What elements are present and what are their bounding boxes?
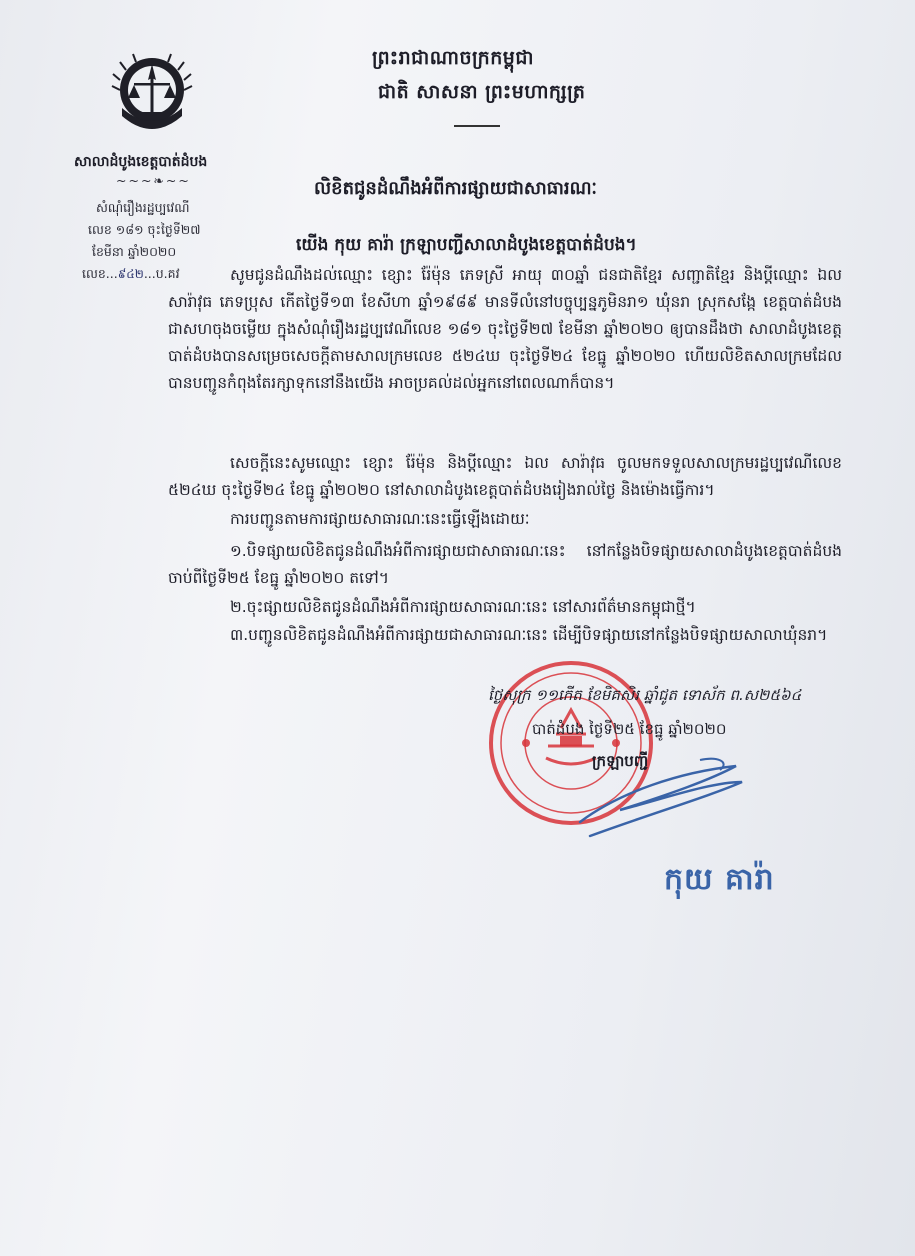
signer-name: កុយ គារ៉ា	[664, 862, 775, 897]
reference-handwritten: ៩៤២	[117, 267, 144, 281]
court-name: សាលាដំបូងខេត្តបាត់ដំបង	[74, 154, 208, 170]
lunar-date: ថ្ងៃសុក្រ ១១កើត ខែមិគសិរ ឆ្នាំជូត ទោស័ក ព.ស២៥៦៤	[488, 686, 802, 704]
place-and-date: បាត់ដំបង ថ្ងៃទី២៥ ខែធ្នូ ឆ្នាំ២០២០	[532, 720, 727, 738]
body-paragraph-2: សេចក្តីនេះសូមឈ្មោះ ខ្សោះ រ៉ែម៉ុន និងប្តីឈ្មោះ ឯល សារ៉ាវុធ ចូលមកទទួលសាលក្រមរដ្ឋប្បវេណីលេខ ៥២៤ឃ ចុះថ្ងៃទី២៤ ខែធ្នូ ឆ្នាំ២០២០ នៅសាលាដំបូងខេត្តបាត់ដំបងរៀងរាល់ថ្ងៃ និងម៉ោងធ្វើការ។	[168, 454, 842, 499]
ornament-divider: ~~~❧~~	[116, 173, 191, 188]
body-paragraph-1: សូមជូនដំណឹងដល់ឈ្មោះ ខ្សោះ រ៉ែម៉ុន ភេទស្រី អាយុ ៣០ឆ្នាំ ជនជាតិខ្មែរ សញ្ជាតិខ្មែរ និងប្តីឈ្មោះ ឯល សារ៉ាវុធ ភេទប្រុស កើតថ្ងៃទី១៣ ខែសីហា ឆ្នាំ១៩៨៩ មានទីលំនៅបច្ចុប្បន្នភូមិនរា១ ឃុំនរា ស្រុកសង្កែ ខេត្តបាត់ដំបង ជាសហចុងចម្លើយ ក្នុងសំណុំរឿងរដ្ឋប្បវេណីលេខ ១៨១ ចុះថ្ងៃទី២៧ ខែមីនា ឆ្នាំ២០២០ ឲ្យបានដឹងថា សាលាដំបូងខេត្តបាត់ដំបងបានសម្រេចសេចក្តីតាមសាលក្រមលេខ ៥២៤ឃ ចុះថ្ងៃទី២៤ ខែធ្នូ ឆ្នាំ២០២០ ហើយលិខិតសាលក្រមដែលបានបញ្ជូនកំពុងតែរក្សាទុកនៅនឹងយើង អាចប្រគល់ដល់អ្នកនៅពេលណាក៏បាន។	[168, 266, 842, 392]
reference-prefix: លេខ...	[82, 266, 118, 281]
reference-suffix: ...ប.គវ	[143, 266, 180, 281]
kingdom-title: ព្រះរាជាណាចក្រកម្ពុជា	[372, 47, 534, 69]
list-item-1: ១.បិទផ្សាយលិខិតជូនដំណឹងអំពីការផ្សាយជាសាធារណៈនេះ នៅកន្លែងបិទផ្សាយសាលាដំបូងខេត្តបាត់ដំបង ចាប់ពីថ្ងៃទី២៥ ខែធ្នូ ឆ្នាំ២០២០ តទៅ។	[168, 542, 842, 587]
case-date: ខែមីនា ឆ្នាំ២០២០	[92, 244, 177, 259]
case-label: សំណុំរឿងរដ្ឋប្បវេណី	[96, 200, 190, 215]
court-emblem-icon	[108, 50, 196, 150]
signer-role: ក្រឡាបញ្ជី	[592, 752, 649, 770]
document-intro: យើង កុយ គារ៉ា ក្រឡាបញ្ជីសាលាដំបូងខេត្តបាត់ដំបង។	[296, 235, 637, 255]
reference-number	[82, 266, 180, 285]
header-divider	[454, 125, 500, 127]
document-title: លិខិតជូនដំណឹងអំពីការផ្សាយជាសាធារណៈ	[314, 178, 598, 199]
list-item-3: ៣.បញ្ជូនលិខិតជូនដំណឹងអំពីការផ្សាយជាសាធារណៈនេះ ដើម្បីបិទផ្សាយនៅកន្លែងបិទផ្សាយសាលាឃុំនរា។	[230, 626, 828, 644]
handwritten-signature-icon	[560, 752, 750, 848]
national-motto: ជាតិ សាសនា ព្រះមហាក្សត្រ	[378, 81, 586, 103]
body-paragraph-3: ការបញ្ជូនតាមការផ្សាយសាធារណៈនេះធ្វើឡើងដោយៈ	[230, 510, 530, 528]
case-number: លេខ ១៨១ ចុះថ្ងៃទី២៧	[88, 222, 201, 237]
list-item-2: ២.ចុះផ្សាយលិខិតជូនដំណឹងអំពីការផ្សាយសាធារណៈនេះ នៅសារព័ត៌មានកម្ពុជាថ្មី។	[230, 598, 696, 616]
